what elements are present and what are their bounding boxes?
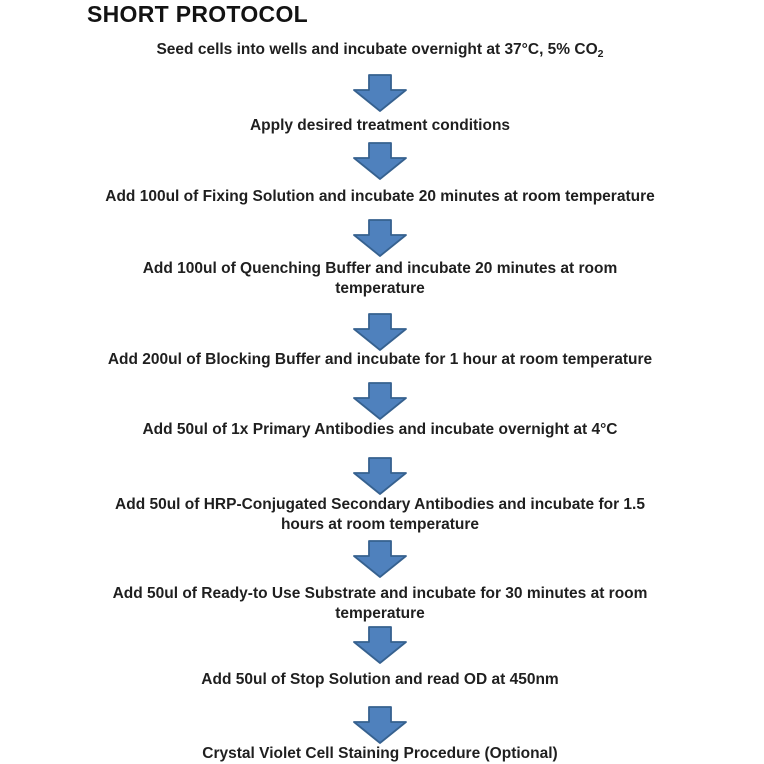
down-arrow-icon: [352, 382, 408, 420]
protocol-step-text: Seed cells into wells and incubate overnight at 37°C, 5% $CO_2$: [156, 41, 604, 60]
down-arrow-icon: [352, 219, 408, 257]
flowchart-column: [68, 0, 692, 764]
protocol-step-text: Apply desired treatment conditions: [249, 117, 511, 134]
protocol-step: [68, 187, 692, 207]
protocol-step: [68, 116, 692, 136]
protocol-step: [68, 40, 692, 62]
down-arrow-icon: [352, 74, 408, 112]
down-arrow-icon: [352, 457, 408, 495]
protocol-step: [68, 259, 692, 298]
protocol-step: [68, 420, 692, 440]
down-arrow-icon: [352, 313, 408, 351]
protocol-step: [68, 744, 692, 764]
protocol-step-text: temperature: [335, 279, 425, 297]
down-arrow-icon: [352, 540, 408, 578]
protocol-step-text: Add 100ul of Quenching Buffer and incubate 20 minutes at room: [142, 260, 618, 277]
protocol-step: [68, 495, 692, 534]
protocol-step-text: Add 200ul of Blocking Buffer and incubate for 1 hour at room temperature: [107, 351, 653, 368]
protocol-step-text: temperature: [335, 604, 425, 622]
protocol-step-text: Add 100ul of Fixing Solution and incubate 20 minutes at room temperature: [105, 188, 655, 205]
down-arrow-icon: [352, 142, 408, 180]
subscript-text: 2: [597, 47, 604, 60]
protocol-step-text: Add 50ul of Ready-to Use Substrate and incubate for 30 minutes at room: [112, 585, 648, 602]
protocol-step-text: hours at room temperature: [280, 515, 480, 533]
page-title: SHORT PROTOCOL: [87, 1, 309, 27]
down-arrow-icon: [352, 626, 408, 664]
protocol-step: [68, 584, 692, 623]
protocol-step: [68, 350, 692, 370]
protocol-step: [68, 670, 692, 690]
protocol-step-text: Add 50ul of 1x Primary Antibodies and incubate overnight at 4°C: [142, 421, 618, 438]
protocol-step-text: Add 50ul of HRP-Conjugated Secondary Antibodies and incubate for 1.5: [115, 496, 645, 513]
down-arrow-icon: [352, 706, 408, 744]
protocol-step-text: Crystal Violet Cell Staining Procedure (Optional): [202, 745, 558, 762]
protocol-step-text: Add 50ul of Stop Solution and read OD at 450nm: [201, 671, 559, 688]
